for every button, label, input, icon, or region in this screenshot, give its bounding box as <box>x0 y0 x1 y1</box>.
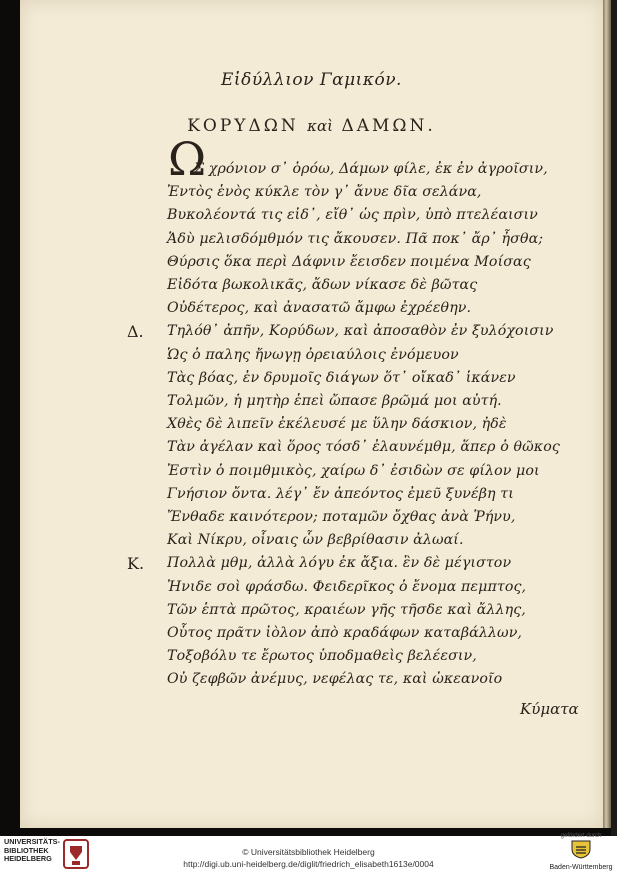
verse-line: Ἐντὸς ἑνὸς κύκλε τὸν γ᾽ ἄνυε δῖα σελάνα, <box>167 184 482 200</box>
book-page <box>20 0 603 828</box>
scan-margin <box>611 0 617 836</box>
verse-line: Πολλὰ μθμ, ἀλλὰ λόγυ ἐκ ἄξια. ἓν δὲ μέγιστον <box>167 555 512 571</box>
verse-line: Χθὲς δὲ λιπεῖν ἐκέλευσέ με ὕλην δάσκιον, ἠδὲ <box>167 416 507 432</box>
drop-capital: Ω <box>168 132 207 186</box>
verse-line: Ὡς ὁ παλης ἤνωγῃ ὀρειαύλοις ἐνόμευον <box>167 347 459 363</box>
verse-line: Τῶν ἑπτὰ πρῶτος, κραιέων γῆς τῆσδε καὶ ἄλλης, <box>167 602 526 618</box>
verse-line: Θύρσις ὅκα περὶ Δάφνιν ἔεισδεν ποιμένα Μοίσας <box>167 254 531 270</box>
poem-subtitle <box>20 116 603 136</box>
verse-line: Γνήσιον ὄντα. λέγ᾽ ἔν ἀπεόντος ἐμεῦ ξυνέβη τι <box>167 486 514 502</box>
verse-line: Εἰδότα βωκολικᾶς, ἄδων νίκασε δὲ βῶτας <box>167 277 478 293</box>
verse-line: Οὐ ζεφβῶν ἀνέμυς, νεφέλας τε, καὶ ὠκεανοῖο <box>167 671 503 687</box>
verse-line: Τηλόθ᾽ ἀπῆν, Κορύδων, καὶ ἀποσαθὸν ἐν ξυλόχοισιν <box>167 323 554 339</box>
subtitle-conjunction: καὶ <box>307 117 334 135</box>
catchword: Κύματα <box>520 700 579 718</box>
state-coat-of-arms-icon <box>570 839 592 859</box>
verse-line: Ἔνθαδε καινότερον; ποταμῶν ὄχθας ἀνὰ Ῥήνυ, <box>167 509 516 525</box>
verse-line: Τολμῶν, ἡ μητὴρ ἐπεὶ ὤπασε βρῶμά μοι αὐτή. <box>167 393 502 409</box>
verse-line: Καὶ Νίκρυ, οἷναις ὧν βεβρίθασιν ἀλωαί. <box>167 532 464 548</box>
speaker-label: Δ. <box>127 322 144 341</box>
subtitle-speaker-2: ΔΑΜΩΝ. <box>341 116 436 136</box>
verse-line: Τοξοβόλυ τε ἔρωτος ὑποδμαθεὶς βελέεσιν, <box>167 648 477 664</box>
library-logo-line: HEIDELBERG <box>4 854 52 864</box>
funder-note: gefördert durch <box>560 833 602 839</box>
library-logo-line: UNIVERSITÄTS- <box>4 837 60 846</box>
verse-line: Τὰν ἀγέλαν καὶ ὅρος τόσδ᾽ ἐλαυνέμθμ, ἅπερ ὁ θῶκος <box>167 439 560 455</box>
verse-line: Βυκολέοντά τις εἰδ᾽, εἴθ᾽ ὡς πρὶν, ὑπὸ πτελέαισιν <box>167 207 538 223</box>
copyright-notice: © Universitätsbibliothek Heidelberg <box>242 847 375 857</box>
subtitle-speaker-1: ΚΟΡΥΔΩΝ <box>187 116 299 136</box>
permalink-url[interactable]: http://digi.ub.uni-heidelberg.de/diglit/friedrich_elisabeth1613e/0004 <box>183 859 434 869</box>
verse-line: Ἠνιδε σοὶ φράσδω. Φειδερῖκος ὁ ἔνομα πεμπτος, <box>167 579 527 595</box>
funder-name: Baden-Württemberg <box>549 864 613 871</box>
verse-line: Οὐδέτερος, καὶ ἀνασατῶ ἄμφω ἐχρέεθην. <box>167 300 472 316</box>
verse-line: Οὗτος πρᾶτν ἰὸλον ἀπὸ κραδάφων καταβάλλων, <box>167 625 523 641</box>
page-edge <box>603 0 611 828</box>
speaker-label: Κ. <box>127 554 145 573</box>
verse-line: Σ χρόνιον σ᾽ ὁρόω, Δάμων φίλε, ἐκ ἐν ἀγροῖσιν, <box>194 161 548 177</box>
verse-line: Ἁδὺ μελισδόμθμόν τις ἄκουσεν. Πᾶ ποκ᾽ ἄρ᾽ ἦσθα; <box>167 231 544 247</box>
verse-line: Ἐστὶν ὁ ποιμθμικὸς, χαίρω δ᾽ ἐσιδὼν σε φίλον μοι <box>167 463 540 479</box>
page-content <box>20 0 603 828</box>
funder-logo <box>548 833 614 875</box>
poem-title: Εἰδύλλιον Γαμικόν. <box>221 70 402 90</box>
library-logo-line: BIBLIOTHEK <box>4 845 49 855</box>
verse-line: Τὰς βόας, ἐν δρυμοῖς διάγων ὅτ᾽ οἴκαδ᾽ ἱκάνεν <box>167 370 516 386</box>
